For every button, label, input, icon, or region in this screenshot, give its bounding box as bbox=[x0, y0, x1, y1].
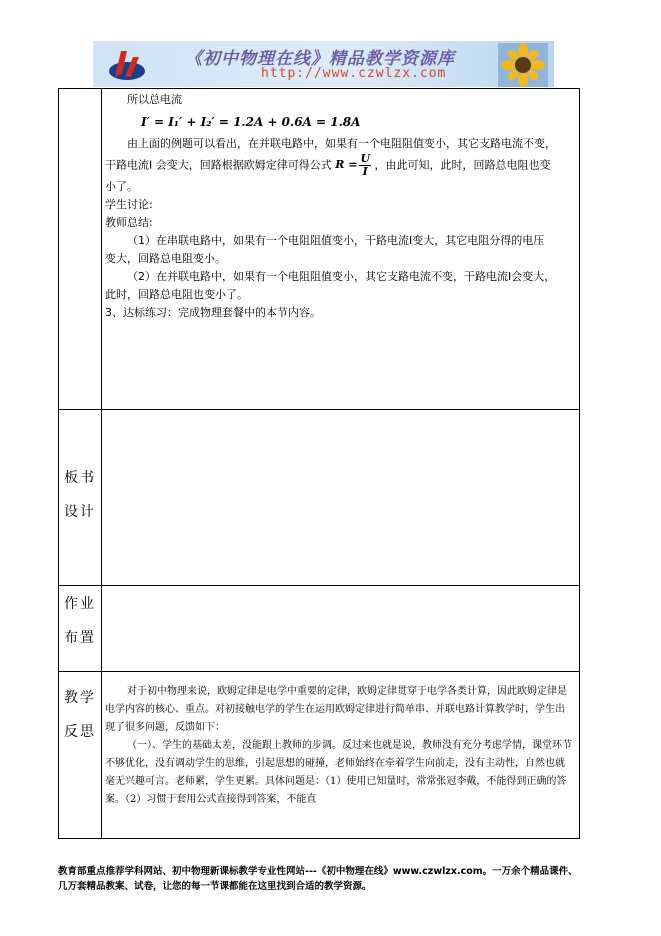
sunflower-icon bbox=[498, 43, 548, 87]
example-paragraph-line2: 干路电流I 会变大，回路根据欧姆定律可得公式 R = $\frac{U}{I}$ ，由此可知，此时，回路总电阻也变 bbox=[105, 152, 551, 178]
header-title: 《初中物理在线》精品教学资源库 bbox=[185, 49, 455, 69]
table-column-divider bbox=[101, 89, 102, 838]
teacher-summary: 教师总结: bbox=[105, 216, 153, 229]
total-current-line: 所以总电流 bbox=[127, 93, 182, 106]
student-discussion: 学生讨论: bbox=[105, 198, 153, 211]
page-footer bbox=[58, 864, 598, 894]
header-url[interactable]: http://www.czwlzx.com bbox=[261, 66, 447, 81]
footer-line-2: 几万套精品教案、试卷，让您的每一节课都能在这里找到合适的教学资源。 bbox=[58, 881, 372, 892]
homework-label: 作业 布置 bbox=[64, 596, 96, 646]
row-divider bbox=[59, 409, 579, 410]
summary-point2-line1: （2）在并联电路中，如果有一个电阻阻值变小，其它支路电流不变，干路电流Ⅰ会变大， bbox=[127, 270, 556, 283]
summary-point1-line2: 变大，回路总电阻变小。 bbox=[105, 252, 226, 265]
practice-task: 3、达标练习：完成物理套餐中的本节内容。 bbox=[105, 306, 321, 319]
current-formula: I′ = I₁′ + I₂′ = 1.2A + 0.6A = 1.8A bbox=[141, 115, 361, 129]
lesson-table bbox=[58, 88, 580, 839]
row-divider bbox=[59, 671, 579, 672]
reflection-paragraph-1: 对于初中物理来说，欧姆定律是电学中重要的定律，欧姆定律贯穿于电学各类计算，因此欧姆定律是电学内容的核心、重点。对初接触电学的学生在运用欧姆定律进行简单串、并联电路计算教学时，学生出现了很多问题，反馈如下： bbox=[105, 686, 567, 733]
row-divider bbox=[59, 585, 579, 586]
lesson-content bbox=[105, 91, 573, 322]
reflection-label: 教学 反思 bbox=[64, 690, 96, 740]
site-logo-icon bbox=[107, 47, 147, 83]
summary-point1-line1: （1）在串联电路中，如果有一个电阻阻值变小，干路电流Ⅰ变大，其它电阻分得的电压 bbox=[127, 234, 545, 247]
footer-line-1: 教育部重点推荐学科网站、初中物理新课标教学专业性网站---《初中物理在线》www.czwlzx.com。一万余个精品课件、 bbox=[58, 866, 578, 877]
example-paragraph-line1: 由上面的例题可以看出，在并联电路中，如果有一个电阻阻值变小，其它支路电流不变， bbox=[127, 137, 556, 150]
reflection-content bbox=[105, 683, 573, 809]
header-banner bbox=[93, 41, 554, 87]
ohm-formula: R = $\frac{U}{I}$ bbox=[335, 152, 371, 178]
example-paragraph-line3: 小了。 bbox=[105, 180, 138, 193]
summary-point2-line2: 此时，回路总电阻也变小了。 bbox=[105, 288, 248, 301]
reflection-paragraph-2: （一）、学生的基础太差，没能跟上教师的步调。反过来也就是说，教师没有充分考虑学情，课堂环节不够优化，没有调动学生的思维，引起思想的碰撞，老师始终在牵着学生向前走，没有主动性，自然也就毫无兴趣可言。老师累，学生更累。具体问题是：（1）使用已知量时，常常张冠李戴，不能得到正确的答案。（2）习惯于套用公式直接得到答案，不能直 bbox=[105, 740, 572, 805]
board-design-label: 板书 设计 bbox=[64, 470, 96, 520]
